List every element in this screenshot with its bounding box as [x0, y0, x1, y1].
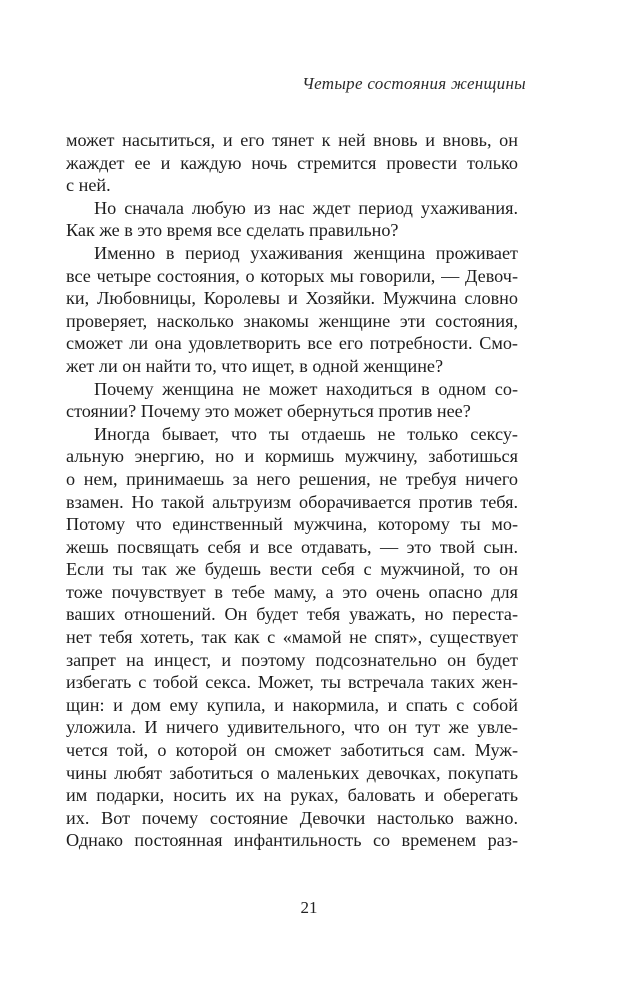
text-line: Но сначала любую из нас ждет период ухаживания. — [94, 197, 518, 218]
text-line: жет ли он найти то, что ищет, в одной женщине? — [66, 355, 444, 376]
text-line: Потому что единственный мужчина, которому ты мо- — [66, 514, 518, 535]
text-line: чины любят заботиться о маленьких девочках, покупать — [66, 762, 518, 783]
text-line: с ней. — [66, 175, 111, 196]
text-line: жешь посвящать себя и все отдавать, — это твой сын. — [66, 536, 518, 557]
body-text — [66, 129, 518, 852]
text-line: запрет на инцест, и поэтому подсознательно он будет — [66, 649, 518, 670]
text-line: Именно в период ухаживания женщина проживает — [94, 242, 518, 263]
text-line: Иногда бывает, что ты отдаешь не только сексу- — [94, 423, 518, 444]
text-line: проверяет, насколько знакомы женщине эти состояния, — [66, 310, 518, 331]
text-line: сможет ли она удовлетворить все его потребности. Смо- — [66, 333, 518, 354]
text-line: взамен. Но такой альтруизм оборачивается против тебя. — [66, 491, 518, 512]
text-line: им подарки, носить их на руках, баловать и оберегать — [66, 785, 518, 806]
running-head: Четыре состояния женщины — [302, 74, 526, 93]
text-line: их. Вот почему состояние Девочки настолько важно. — [66, 807, 518, 828]
page-number: 21 — [300, 898, 318, 917]
text-line: Если ты так же будешь вести себя с мужчиной, то он — [66, 559, 518, 580]
text-line: стоянии? Почему это может обернуться против нее? — [66, 401, 471, 422]
text-line: избегать с тобой секса. Может, ты встречала таких жен- — [66, 672, 518, 693]
text-line: ки, Любовницы, Королевы и Хозяйки. Мужчина словно — [66, 288, 518, 309]
text-line: ваших отношений. Он будет тебя уважать, но переста- — [66, 604, 518, 625]
text-line: о нем, принимаешь за него решения, не требуя ничего — [66, 468, 518, 489]
text-line: нет тебя хотеть, так как с «мамой не спят», существует — [66, 627, 518, 648]
text-line: альную энергию, но и кормишь мужчину, заботишься — [66, 446, 518, 467]
text-line: Как же в это время все сделать правильно? — [66, 220, 399, 241]
text-line: чется той, о которой он сможет заботиться сам. Муж- — [66, 740, 518, 761]
text-line: Однако постоянная инфантильность со временем раз- — [66, 830, 518, 851]
text-line: все четыре состояния, о которых мы говорили, — Девоч- — [66, 265, 518, 286]
text-line: уложила. И ничего удивительного, что он тут же увле- — [66, 717, 518, 738]
text-line: щин: и дом ему купила, и накормила, и спать с собой — [66, 694, 518, 715]
text-line: тоже почувствует в тебе маму, а это очень опасно для — [66, 581, 518, 602]
text-line: может насытиться, и его тянет к ней вновь и вновь, он — [66, 130, 518, 150]
text-line: Почему женщина не может находиться в одном со- — [94, 378, 518, 399]
text-line: жаждет ее и каждую ночь стремится провести только — [66, 152, 518, 173]
